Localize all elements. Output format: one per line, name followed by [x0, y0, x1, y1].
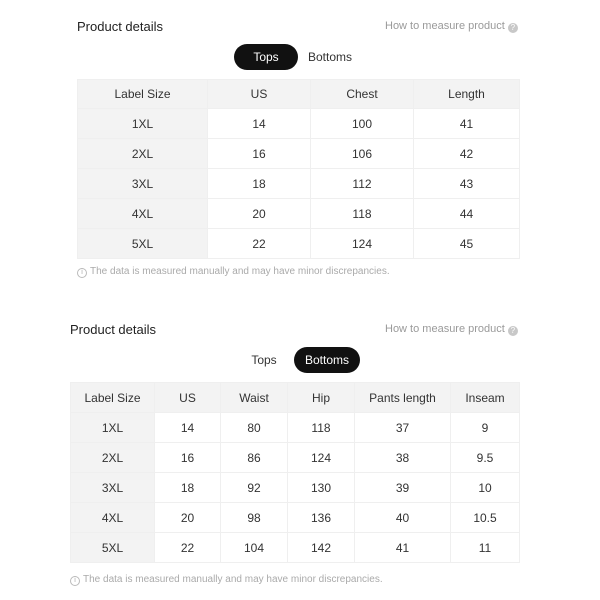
disclaimer-note	[70, 574, 383, 586]
table-row	[71, 413, 520, 443]
table-header-row	[78, 80, 520, 109]
table-row	[71, 533, 520, 563]
tab-bottoms[interactable]: Bottoms	[294, 347, 360, 373]
table-cell: 41	[414, 109, 520, 139]
table-header-row	[71, 383, 520, 413]
table-cell: 16	[155, 443, 221, 473]
info-circle-icon: i	[77, 268, 87, 278]
disclaimer-text: The data is measured manually and may have minor discrepancies.	[90, 266, 390, 277]
table-cell: 118	[288, 413, 355, 443]
table-cell: 124	[288, 443, 355, 473]
tab-tops[interactable]: Tops	[234, 44, 298, 70]
table-cell: 2XL	[71, 443, 155, 473]
tab-bottoms[interactable]: Bottoms	[307, 50, 352, 64]
table-cell: 2XL	[78, 139, 208, 169]
tab-tops[interactable]: Tops	[251, 353, 277, 367]
table-cell: 42	[414, 139, 520, 169]
table-cell: 142	[288, 533, 355, 563]
table-cell: 86	[221, 443, 288, 473]
column-header: Chest	[311, 80, 414, 109]
table-row	[71, 443, 520, 473]
table-row	[78, 139, 520, 169]
table-cell: 80	[221, 413, 288, 443]
question-circle-icon[interactable]: ?	[508, 326, 518, 336]
table-cell: 124	[311, 229, 414, 259]
question-circle-icon[interactable]: ?	[508, 23, 518, 33]
table-cell: 136	[288, 503, 355, 533]
disclaimer-text: The data is measured manually and may have minor discrepancies.	[83, 574, 383, 585]
table-cell: 9	[451, 413, 520, 443]
table-cell: 20	[155, 503, 221, 533]
how-to-measure-link[interactable]	[385, 323, 518, 336]
how-to-measure-label[interactable]: How to measure product	[385, 20, 505, 32]
table-cell: 45	[414, 229, 520, 259]
table-cell: 9.5	[451, 443, 520, 473]
table-cell: 14	[208, 109, 311, 139]
table-cell: 4XL	[78, 199, 208, 229]
table-row	[78, 169, 520, 199]
table-cell: 14	[155, 413, 221, 443]
column-header: US	[155, 383, 221, 413]
table-cell: 16	[208, 139, 311, 169]
table-row	[71, 503, 520, 533]
page-title: Product details	[70, 322, 156, 337]
how-to-measure-link[interactable]	[385, 20, 518, 33]
info-circle-icon: i	[70, 576, 80, 586]
table-cell: 100	[311, 109, 414, 139]
table-cell: 22	[208, 229, 311, 259]
table-cell: 41	[355, 533, 451, 563]
table-cell: 3XL	[78, 169, 208, 199]
page-title: Product details	[77, 19, 163, 34]
table-cell: 92	[221, 473, 288, 503]
column-header: US	[208, 80, 311, 109]
table-cell: 18	[155, 473, 221, 503]
table-cell: 5XL	[78, 229, 208, 259]
table-cell: 118	[311, 199, 414, 229]
table-row	[71, 473, 520, 503]
column-header: Label Size	[71, 383, 155, 413]
table-cell: 130	[288, 473, 355, 503]
table-cell: 18	[208, 169, 311, 199]
table-cell: 38	[355, 443, 451, 473]
table-cell: 11	[451, 533, 520, 563]
size-table	[70, 382, 520, 563]
size-tabs	[234, 44, 362, 70]
table-cell: 44	[414, 199, 520, 229]
table-row	[78, 229, 520, 259]
column-header: Pants length	[355, 383, 451, 413]
column-header: Waist	[221, 383, 288, 413]
column-header: Inseam	[451, 383, 520, 413]
column-header: Label Size	[78, 80, 208, 109]
size-table	[77, 79, 520, 259]
table-cell: 104	[221, 533, 288, 563]
table-cell: 20	[208, 199, 311, 229]
disclaimer-note	[77, 266, 390, 278]
table-cell: 22	[155, 533, 221, 563]
table-cell: 4XL	[71, 503, 155, 533]
table-cell: 3XL	[71, 473, 155, 503]
column-header: Length	[414, 80, 520, 109]
table-cell: 10	[451, 473, 520, 503]
table-cell: 37	[355, 413, 451, 443]
table-row	[78, 199, 520, 229]
table-cell: 43	[414, 169, 520, 199]
table-cell: 98	[221, 503, 288, 533]
table-row	[78, 109, 520, 139]
table-cell: 106	[311, 139, 414, 169]
table-cell: 39	[355, 473, 451, 503]
table-cell: 1XL	[78, 109, 208, 139]
column-header: Hip	[288, 383, 355, 413]
table-cell: 10.5	[451, 503, 520, 533]
table-cell: 1XL	[71, 413, 155, 443]
size-tabs	[234, 347, 360, 373]
table-cell: 5XL	[71, 533, 155, 563]
table-cell: 112	[311, 169, 414, 199]
table-cell: 40	[355, 503, 451, 533]
how-to-measure-label[interactable]: How to measure product	[385, 323, 505, 335]
